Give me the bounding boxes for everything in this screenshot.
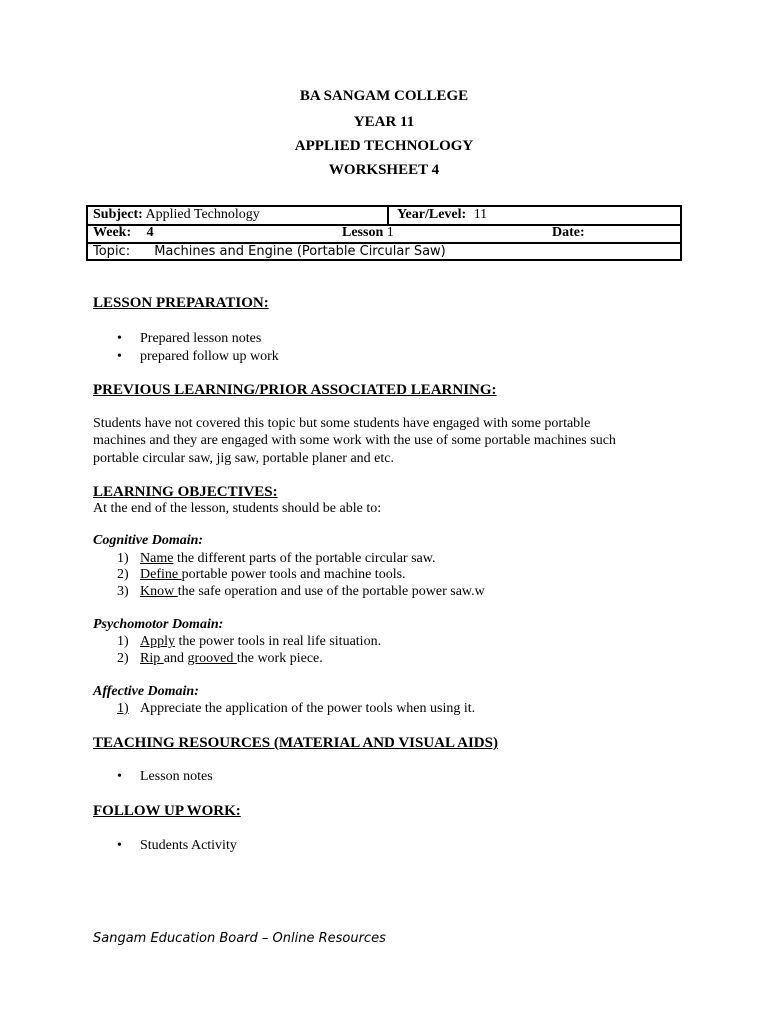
subject-value: Applied Technology: [145, 207, 260, 222]
week-value: 4: [146, 225, 154, 240]
item-number: 1): [117, 701, 129, 716]
objective-verb: Define: [140, 567, 182, 582]
subject-cell: [93, 207, 260, 223]
year-level-value: 11: [473, 207, 488, 222]
topic-cell: [93, 244, 446, 259]
list-item-text: Prepared lesson notes: [140, 331, 262, 346]
bullet-icon: •: [117, 769, 122, 784]
objective-rest: the different parts of the portable circular saw.: [173, 551, 436, 566]
list-item-text: Students Activity: [140, 838, 237, 853]
objective-connector: and: [163, 651, 188, 666]
objective-rest: the work piece.: [236, 651, 323, 666]
previous-learning-line: Students have not covered this topic but some students have engaged with some portable: [93, 416, 591, 431]
psychomotor-domain-title: Psychomotor Domain:: [93, 617, 224, 632]
objective-text: [140, 634, 381, 650]
table-col-divider: [387, 207, 389, 225]
lesson-value: 1: [386, 225, 394, 240]
learning-objectives-heading: LEARNING OBJECTIVES:: [93, 484, 278, 500]
item-number: 3): [117, 584, 129, 599]
subject-heading: APPLIED TECHNOLOGY: [294, 138, 474, 154]
subject-label: Subject:: [93, 207, 143, 222]
objective-text: [140, 567, 406, 583]
item-number: 1): [117, 551, 129, 566]
worksheet-heading: WORKSHEET 4: [328, 162, 440, 178]
item-number: 1): [117, 634, 129, 649]
item-number: 2): [117, 567, 129, 582]
objective-verb: Rip: [140, 651, 164, 666]
item-number: 2): [117, 651, 129, 666]
date-label: Date:: [552, 225, 585, 240]
bullet-icon: •: [117, 349, 122, 364]
objective-rest: the power tools in real life situation.: [175, 634, 382, 649]
previous-learning-line: portable circular saw, jig saw, portable planer and etc.: [93, 451, 394, 466]
previous-learning-heading: PREVIOUS LEARNING/PRIOR ASSOCIATED LEARNING:: [93, 382, 497, 398]
bullet-icon: •: [117, 331, 122, 346]
learning-objectives-intro: At the end of the lesson, students should be able to:: [93, 501, 382, 516]
year-level-label: Year/Level:: [397, 207, 467, 222]
objective-verb: Apply: [140, 634, 175, 649]
year-level-cell: [397, 207, 487, 223]
year-heading: YEAR 11: [353, 114, 415, 130]
info-table: [86, 205, 682, 261]
teaching-resources-heading: TEACHING RESOURCES (MATERIAL AND VISUAL AIDS): [93, 735, 498, 751]
page-footer: Sangam Education Board – Online Resources: [93, 931, 386, 946]
follow-up-heading: FOLLOW UP WORK:: [93, 803, 241, 819]
cognitive-domain-title: Cognitive Domain:: [93, 533, 204, 548]
lesson-label: Lesson: [342, 225, 384, 240]
objective-rest: the safe operation and use of the portable power saw.w: [177, 584, 485, 599]
date-cell: [552, 225, 585, 241]
topic-value: Machines and Engine (Portable Circular Saw): [154, 244, 446, 259]
list-item-text: Lesson notes: [140, 769, 213, 784]
week-label: Week:: [93, 225, 132, 240]
objective-text: [140, 651, 323, 667]
objective-verb: Know: [140, 584, 178, 599]
lesson-preparation-heading: LESSON PREPARATION:: [93, 295, 269, 311]
college-name: BA SANGAM COLLEGE: [299, 88, 469, 104]
objective-text: [140, 551, 435, 567]
week-cell: [93, 225, 154, 241]
topic-label: Topic:: [93, 244, 131, 259]
previous-learning-line: machines and they are engaged with some work with the use of some portable machines such: [93, 433, 616, 448]
objective-verb: Name: [140, 551, 174, 566]
lesson-cell: [342, 225, 394, 241]
objective-rest: portable power tools and machine tools.: [181, 567, 406, 582]
affective-domain-title: Affective Domain:: [93, 684, 199, 699]
objective-verb: grooved: [187, 651, 237, 666]
objective-text: [140, 584, 485, 600]
bullet-icon: •: [117, 838, 122, 853]
list-item-text: prepared follow up work: [140, 349, 279, 364]
objective-text: Appreciate the application of the power tools when using it.: [140, 701, 476, 716]
